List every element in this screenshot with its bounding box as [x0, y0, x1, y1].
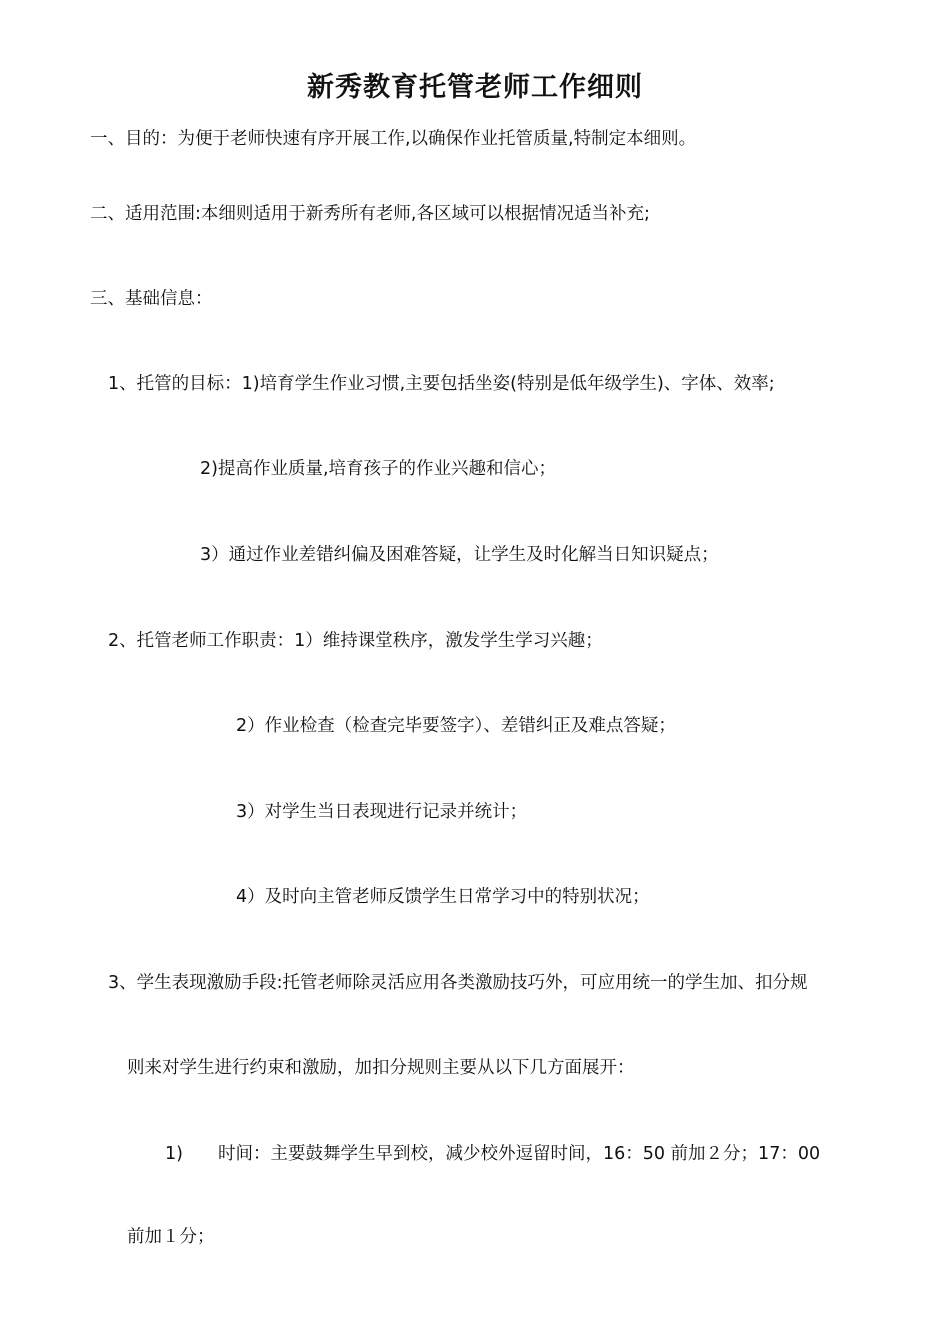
duty-item-2: 2）作业检查（检查完毕要签字）、差错纠正及难点答疑； [236, 716, 676, 736]
goal-item-3: 3）通过作业差错纠偏及困难答疑，让学生及时化解当日知识疑点； [200, 545, 719, 565]
section-scope: 二、适用范围:本细则适用于新秀所有老师,各区域可以根据情况适当补充; [90, 204, 650, 224]
section-purpose: 一、目的：为便于老师快速有序开展工作,以确保作业托管质量,特制定本细则。 [90, 129, 697, 149]
incentive-paragraph-line-1: 3、学生表现激励手段:托管老师除灵活应用各类激励技巧外，可应用统一的学生加、扣分规 [108, 973, 808, 993]
incentive-paragraph-line-2: 则来对学生进行约束和激励，加扣分规则主要从以下几方面展开： [127, 1058, 635, 1078]
time-rule-line-1: 1) 时间：主要鼓舞学生早到校，减少校外逗留时间，16：50 前加２分；17：00 [165, 1144, 821, 1164]
time-rule-line-2: 前加１分； [127, 1227, 215, 1247]
duty-item-1: 2、托管老师工作职责：1）维持课堂秩序，激发学生学习兴趣； [108, 631, 603, 651]
section-basic-info-heading: 三、基础信息： [90, 289, 213, 309]
duty-item-3: 3）对学生当日表现进行记录并统计； [236, 802, 528, 822]
document-title: 新秀教育托管老师工作细则 [307, 72, 643, 103]
goal-item-1: 1、托管的目标：1)培育学生作业习惯,主要包括坐姿(特别是低年级学生)、字体、效率; [108, 374, 775, 394]
goal-item-2: 2)提高作业质量,培育孩子的作业兴趣和信心； [200, 459, 557, 479]
duty-item-4: 4）及时向主管老师反馈学生日常学习中的特别状况； [236, 887, 650, 907]
